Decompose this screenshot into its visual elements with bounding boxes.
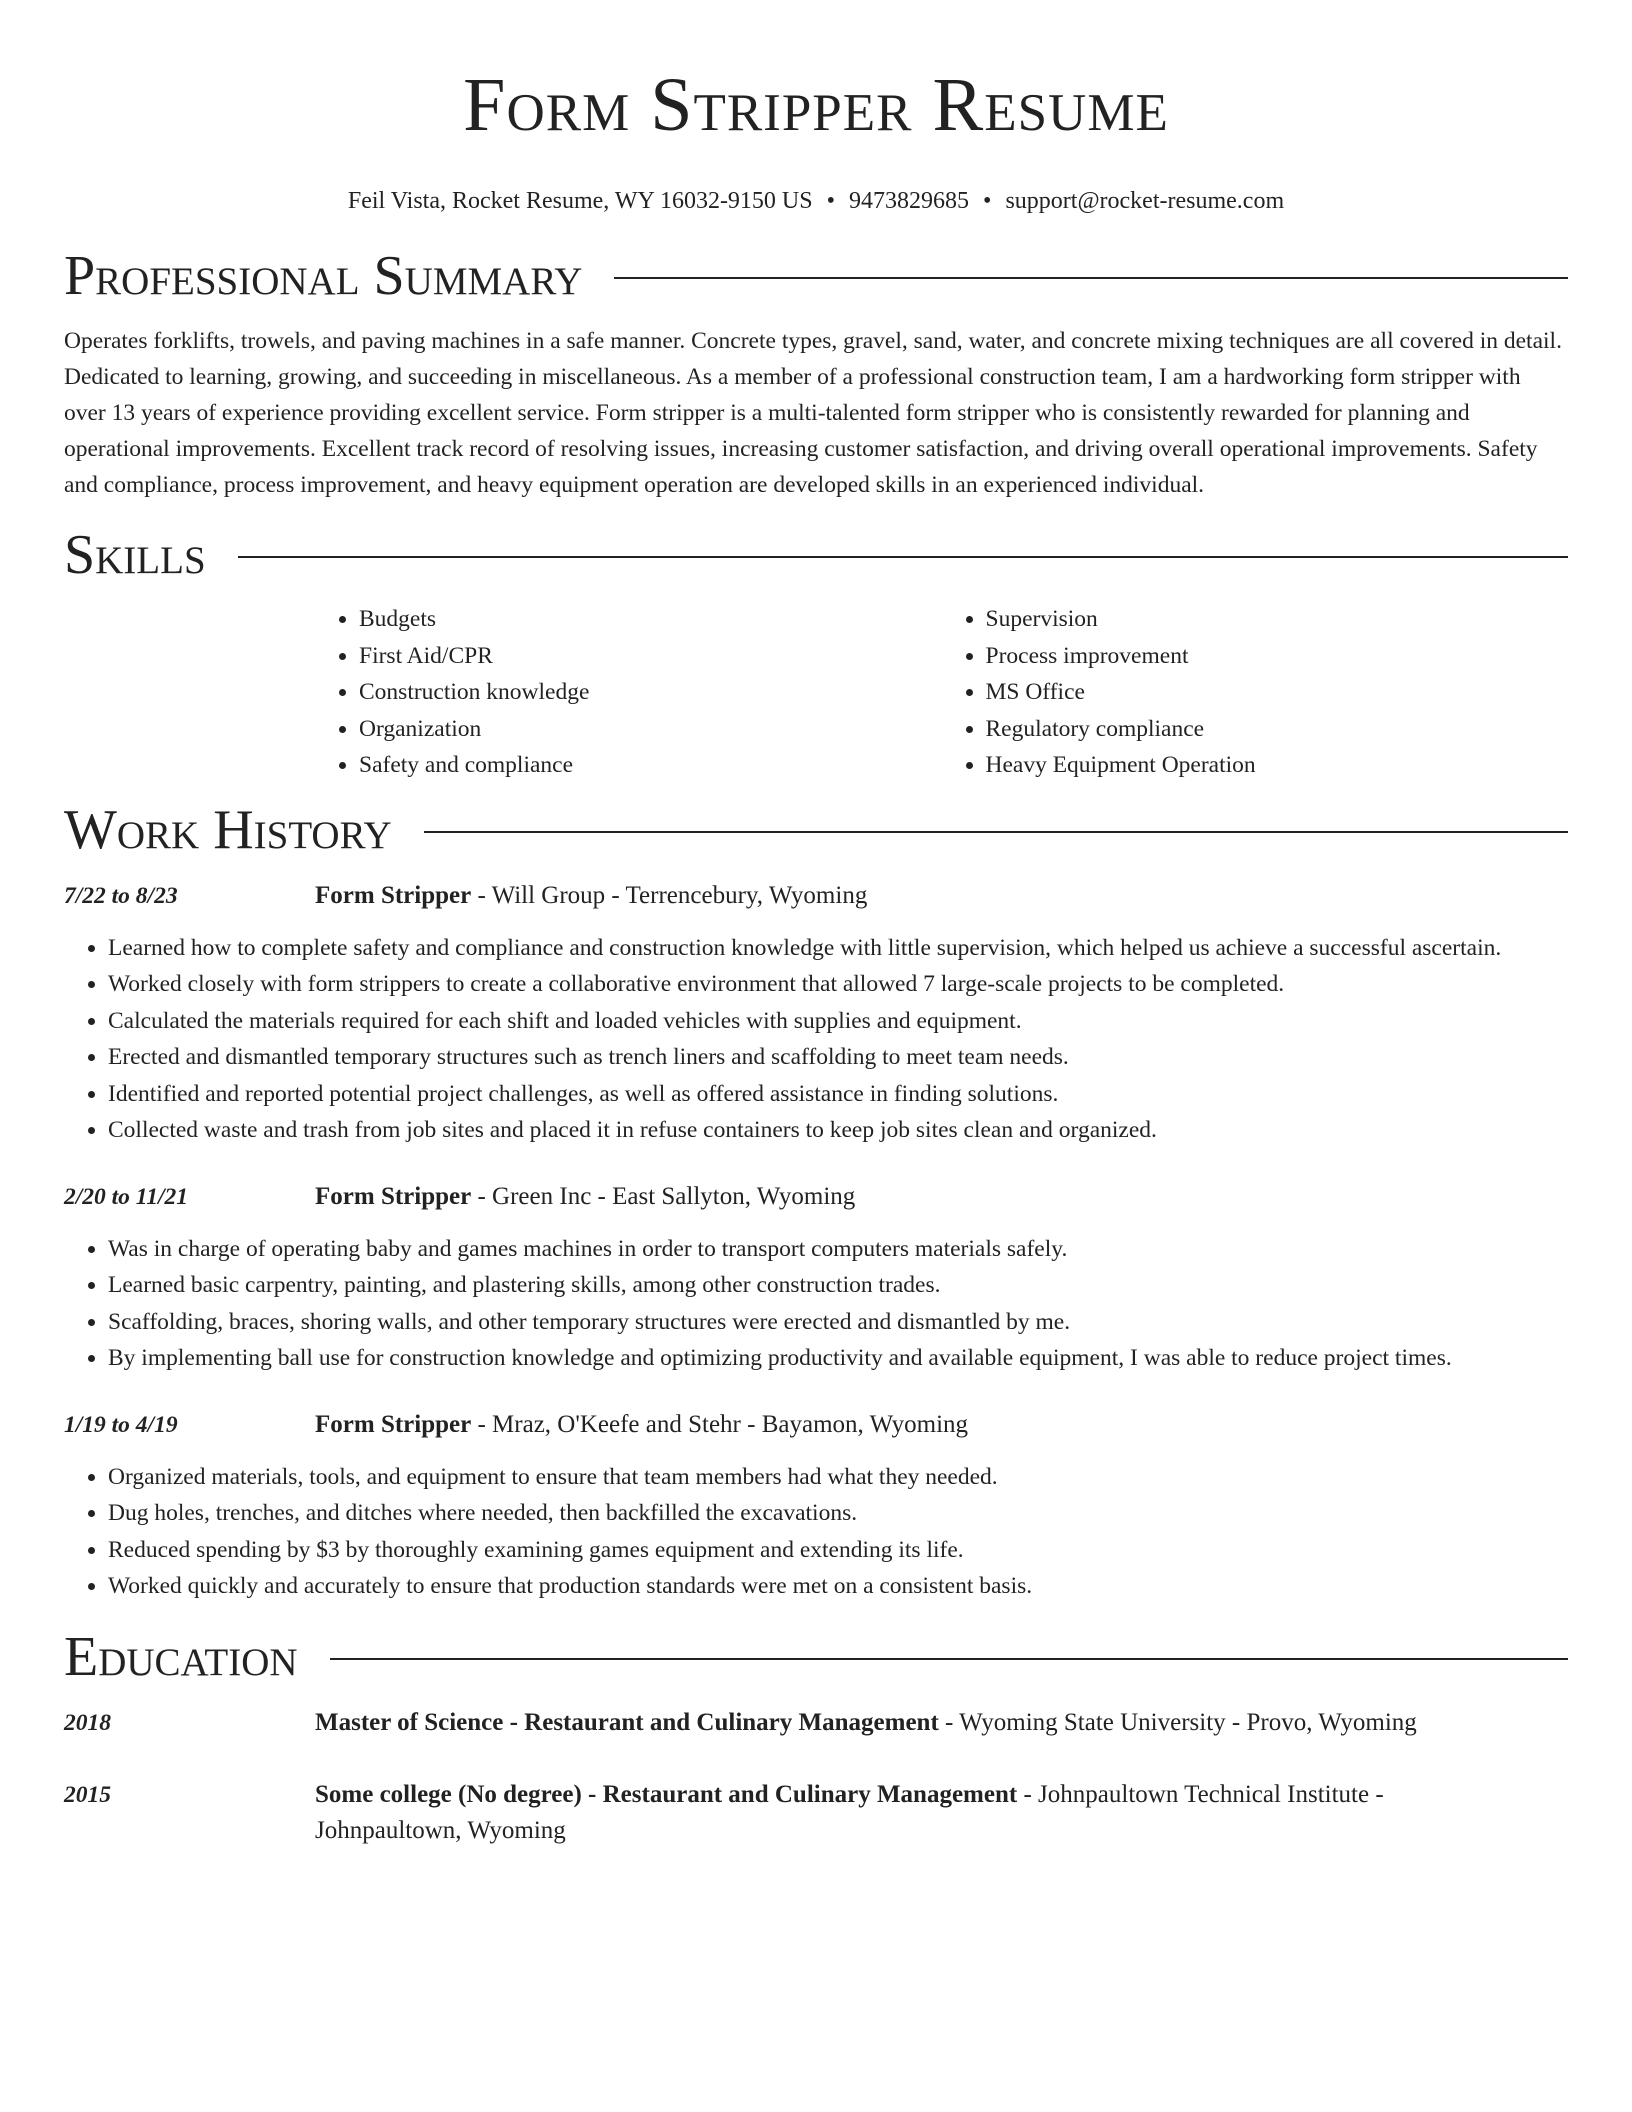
job-bullet: • By implementing ball use for construction knowledge and optimizing productivity and available equipment, I was able to reduce project times. <box>108 1340 1568 1377</box>
job-bullet: • Identified and reported potential project challenges, as well as offered assistance in finding solutions. <box>108 1076 1568 1113</box>
job-bullet: • Learned how to complete safety and compliance and construction knowledge with little supervision, which helped us achieve a successful ascertain. <box>108 930 1568 967</box>
contact-separator: • <box>826 188 836 214</box>
job-entry <box>64 1407 1568 1605</box>
job-dates: 1/19 to 4/19 <box>64 1411 178 1438</box>
job-dates: 2/20 to 11/21 <box>64 1183 189 1210</box>
job-bullet: • Worked quickly and accurately to ensure that production standards were met on a consistent basis. <box>108 1568 1568 1605</box>
education-entry <box>64 1705 1568 1741</box>
job-entry <box>64 1179 1568 1377</box>
job-bullets <box>64 930 1568 1149</box>
job-employer: - Will Group - Terrencebury, Wyoming <box>471 881 868 909</box>
education-entry <box>64 1777 1568 1849</box>
job-header <box>64 878 1568 914</box>
education-heading: Education <box>64 1625 298 1688</box>
education-year: 2018 <box>64 1709 111 1736</box>
contact-line <box>64 186 1568 216</box>
skill-item: • Budgets <box>359 601 942 638</box>
job-bullet: • Reduced spending by $3 by thoroughly examining games equipment and extending its life. <box>108 1532 1568 1569</box>
skill-item: • Process improvement <box>986 638 1569 675</box>
skills-list-left <box>315 601 942 784</box>
summary-text: Operates forklifts, trowels, and paving machines in a safe manner. Concrete types, gravel, sand, water, and concrete mixing techniques are all covered in detail. Dedicated to learning, growing, and succeeding in miscellaneous. As a member of a professional construction team, I am a hardworking form stripper with over 13 years of experience providing excellent service. Form stripper is a multi-talented form stripper who is consistently rewarded for planning and operational improvements. Excellent track record of resolving issues, increasing customer satisfaction, and driving overall operational improvements. Safety and compliance, process improvement, and heavy equipment operation are developed skills in an experienced individual. <box>64 328 1562 498</box>
job-title: Form Stripper <box>315 1410 472 1438</box>
skill-item: • Heavy Equipment Operation <box>986 747 1569 784</box>
education-section-header <box>64 1625 1568 1689</box>
resume-name: Form Stripper Resume <box>463 63 1169 147</box>
contact-email: support@rocket-resume.com <box>1005 188 1285 214</box>
skill-item: • Safety and compliance <box>359 747 942 784</box>
education-year: 2015 <box>64 1781 111 1808</box>
job-bullet: • Collected waste and trash from job sites and placed it in refuse containers to keep job sites clean and organized. <box>108 1112 1568 1149</box>
skills-heading: Skills <box>64 524 206 586</box>
skills-grid <box>315 601 1568 784</box>
job-bullets <box>64 1231 1568 1377</box>
job-bullet: • Learned basic carpentry, painting, and plastering skills, among other construction trades. <box>108 1267 1568 1304</box>
skill-item: • Construction knowledge <box>359 674 942 711</box>
job-header <box>64 1407 1568 1443</box>
job-title-line <box>315 1179 855 1215</box>
education-line <box>315 1777 1445 1849</box>
summary-heading: Professional Summary <box>64 245 583 307</box>
work-section-header <box>64 798 1568 862</box>
job-bullet: • Dug holes, trenches, and ditches where needed, then backfilled the excavations. <box>108 1495 1568 1532</box>
summary-section-header <box>64 244 1568 308</box>
job-bullet: • Worked closely with form strippers to create a collaborative environment that allowed 7 large-scale projects to be completed. <box>108 966 1568 1003</box>
job-title: Form Stripper <box>315 881 472 909</box>
education-line <box>315 1705 1417 1741</box>
skill-item: • First Aid/CPR <box>359 638 942 675</box>
job-employer: - Mraz, O'Keefe and Stehr - Bayamon, Wyoming <box>471 1410 969 1438</box>
section-divider <box>614 277 1568 279</box>
contact-address: Feil Vista, Rocket Resume, WY 16032-9150 US <box>347 188 813 214</box>
job-title: Form Stripper <box>315 1182 472 1210</box>
contact-phone: 9473829685 <box>849 188 970 214</box>
job-header <box>64 1179 1568 1215</box>
skill-item: • Regulatory compliance <box>986 711 1569 748</box>
job-bullets <box>64 1459 1568 1605</box>
work-heading: Work History <box>64 798 392 861</box>
section-divider <box>238 556 1568 558</box>
job-bullet: • Organized materials, tools, and equipment to ensure that team members had what they needed. <box>108 1459 1568 1496</box>
job-title-line <box>315 878 867 914</box>
section-divider <box>330 1658 1568 1660</box>
job-bullet: • Was in charge of operating baby and games machines in order to transport computers materials safely. <box>108 1231 1568 1268</box>
skills-list-right <box>942 601 1569 784</box>
section-divider <box>424 831 1568 833</box>
contact-separator: • <box>983 188 992 214</box>
job-bullet: • Erected and dismantled temporary structures such as trench liners and scaffolding to meet team needs. <box>108 1039 1568 1076</box>
skills-section-header <box>64 523 1568 587</box>
education-degree: Master of Science - Restaurant and Culinary Management <box>315 1708 939 1736</box>
education-school: - Johnpaultown Technical Institute - Johnpaultown, Wyoming <box>315 1780 1384 1844</box>
skill-item: • Organization <box>359 711 942 748</box>
job-entry <box>64 878 1568 1149</box>
job-bullet: • Scaffolding, braces, shoring walls, and other temporary structures were erected and dismantled by me. <box>108 1304 1568 1341</box>
job-dates: 7/22 to 8/23 <box>64 882 178 909</box>
job-bullet: • Calculated the materials required for each shift and loaded vehicles with supplies and equipment. <box>108 1003 1568 1040</box>
education-degree: Some college (No degree) - Restaurant and Culinary Management <box>315 1780 1018 1808</box>
job-title-line <box>315 1407 968 1443</box>
job-employer: - Green Inc - East Sallyton, Wyoming <box>471 1182 856 1210</box>
skill-item: • MS Office <box>986 674 1569 711</box>
education-school: - Wyoming State University - Provo, Wyoming <box>938 1708 1417 1736</box>
skill-item: • Supervision <box>986 601 1569 638</box>
